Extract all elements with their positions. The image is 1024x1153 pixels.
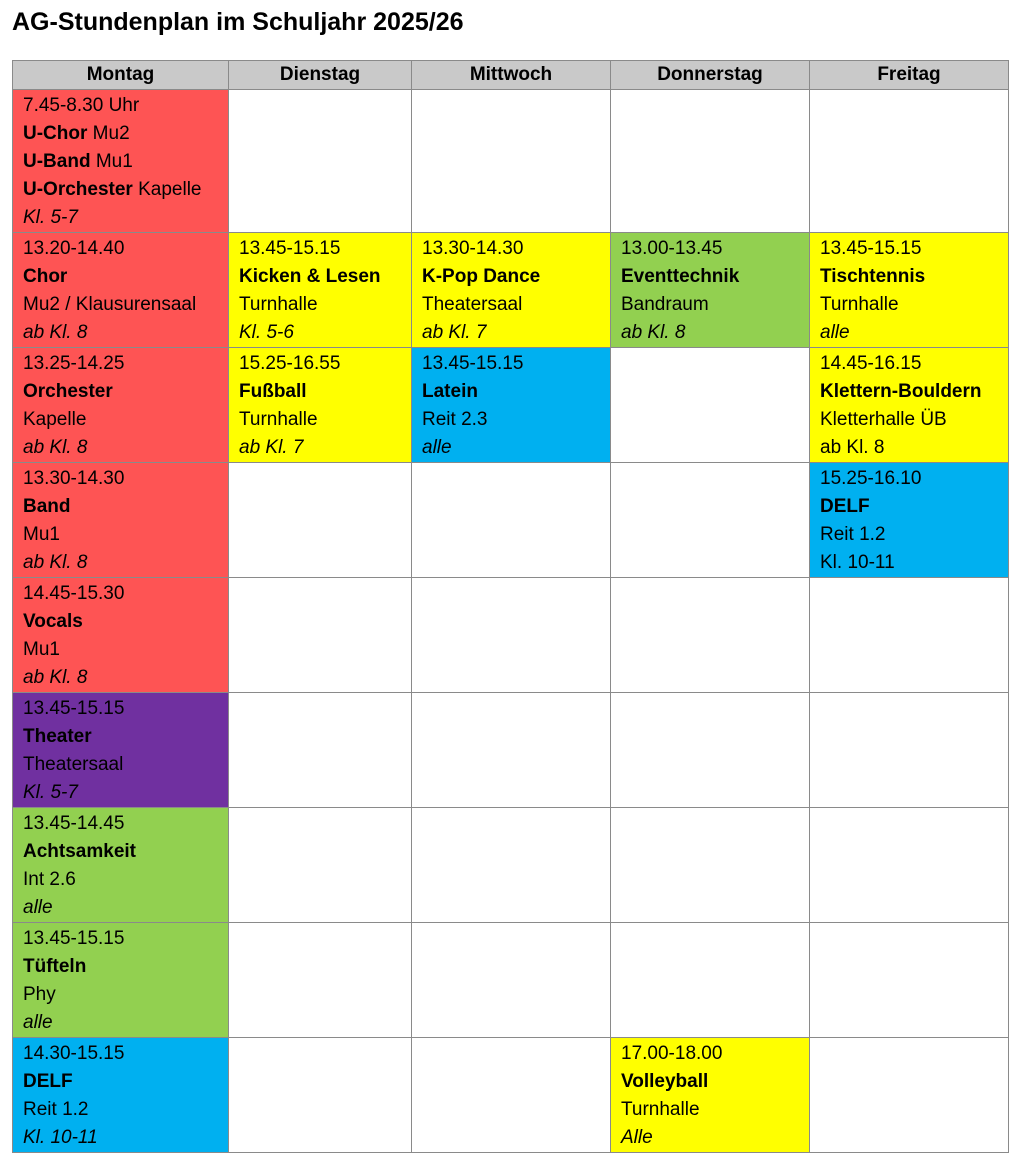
entry-line: [23, 695, 222, 723]
table-row: [13, 233, 1009, 348]
entry-text: 13.30-14.30: [422, 238, 524, 259]
entry-line: [23, 1124, 222, 1152]
grade-level: ab Kl. 7: [239, 437, 304, 458]
empty-slot: [412, 923, 611, 1038]
empty-slot: [412, 693, 611, 808]
entry-text: 14.45-15.30: [23, 583, 125, 604]
ag-entry-montag: [13, 233, 229, 348]
day-header-mittwoch: Mittwoch: [412, 61, 611, 90]
ag-entry-content: [13, 923, 228, 1037]
entry-text: 13.25-14.25: [23, 353, 125, 374]
entry-line: [820, 493, 1002, 521]
grade-level: alle: [23, 1012, 53, 1033]
entry-line: [23, 204, 222, 232]
entry-line: [23, 319, 222, 347]
entry-line: [23, 521, 222, 549]
entry-line: [621, 1068, 803, 1096]
entry-text: 13.00-13.45: [621, 238, 723, 259]
entry-line: [23, 291, 222, 319]
header-row: [13, 61, 1009, 90]
entry-line: [422, 434, 604, 462]
empty-slot: [611, 693, 810, 808]
ag-name: K-Pop Dance: [422, 266, 541, 287]
grade-level: ab Kl. 8: [23, 667, 88, 688]
empty-slot: [611, 348, 810, 463]
ag-name: Theater: [23, 726, 92, 747]
ag-entry-montag: [13, 1038, 229, 1153]
ag-entry-freitag: [810, 233, 1009, 348]
ag-name: Orchester: [23, 381, 113, 402]
grade-level: ab Kl. 8: [23, 437, 88, 458]
entry-line: [23, 608, 222, 636]
entry-line: [23, 1009, 222, 1037]
ag-name: Eventtechnik: [621, 266, 740, 287]
ag-entry-content: [611, 1038, 809, 1152]
entry-line: [23, 148, 222, 176]
entry-line: [23, 1068, 222, 1096]
entry-line: [621, 319, 803, 347]
entry-line: [621, 1096, 803, 1124]
ag-entry-montag: [13, 693, 229, 808]
entry-text: 13.45-15.15: [239, 238, 341, 259]
empty-slot: [229, 923, 412, 1038]
entry-line: [422, 406, 604, 434]
empty-slot: [611, 463, 810, 578]
entry-text: Reit 1.2: [23, 1099, 89, 1120]
ag-name: Fußball: [239, 381, 307, 402]
entry-text: Theatersaal: [23, 754, 124, 775]
ag-entry-content: [611, 233, 809, 347]
empty-slot: [611, 578, 810, 693]
entry-line: [23, 493, 222, 521]
entry-line: [23, 92, 222, 120]
entry-text: Mu1: [90, 151, 133, 172]
entry-line: [23, 350, 222, 378]
entry-text: 13.45-15.15: [820, 238, 922, 259]
ag-name: Band: [23, 496, 71, 517]
table-row: [13, 463, 1009, 578]
entry-line: [23, 751, 222, 779]
entry-line: [23, 1096, 222, 1124]
ag-entry-content: [13, 463, 228, 577]
grade-level: alle: [23, 897, 53, 918]
table-row: [13, 693, 1009, 808]
ag-entry-content: [229, 348, 411, 462]
timetable-body: [13, 90, 1009, 1153]
empty-slot: [412, 578, 611, 693]
entry-line: [422, 263, 604, 291]
entry-text: Kapelle: [23, 409, 87, 430]
grade-level: Kl. 5-7: [23, 207, 78, 228]
day-header-donnerstag: Donnerstag: [611, 61, 810, 90]
entry-line: [820, 465, 1002, 493]
table-row: [13, 90, 1009, 233]
day-header-montag: Montag: [13, 61, 229, 90]
entry-line: [820, 406, 1002, 434]
empty-slot: [611, 808, 810, 923]
entry-line: [23, 810, 222, 838]
empty-slot: [412, 1038, 611, 1153]
ag-entry-content: [810, 463, 1008, 577]
timetable: [12, 60, 1009, 1153]
ag-name: Tischtennis: [820, 266, 926, 287]
ag-entry-montag: [13, 923, 229, 1038]
entry-text: Mu2: [87, 123, 130, 144]
grade-level: alle: [820, 322, 850, 343]
grade-level: ab Kl. 7: [422, 322, 487, 343]
entry-line: [23, 1040, 222, 1068]
entry-line: [820, 521, 1002, 549]
empty-slot: [229, 90, 412, 233]
ag-entry-mittwoch: [412, 348, 611, 463]
entry-text: Mu1: [23, 524, 60, 545]
ag-name: Volleyball: [621, 1071, 709, 1092]
empty-slot: [810, 90, 1009, 233]
ag-entry-content: [810, 233, 1008, 347]
entry-line: [621, 235, 803, 263]
table-row: [13, 578, 1009, 693]
ag-entry-content: [13, 578, 228, 692]
entry-line: [820, 235, 1002, 263]
entry-text: 17.00-18.00: [621, 1043, 723, 1064]
grade-level: Kl. 10-11: [23, 1127, 98, 1148]
entry-text: Phy: [23, 984, 56, 1005]
ag-entry-content: [229, 233, 411, 347]
entry-line: [23, 838, 222, 866]
entry-line: [820, 378, 1002, 406]
ag-name: Klettern-Bouldern: [820, 381, 982, 402]
entry-text: 13.45-14.45: [23, 813, 125, 834]
ag-entry-freitag: [810, 348, 1009, 463]
entry-line: [23, 866, 222, 894]
entry-line: [820, 350, 1002, 378]
grade-level: alle: [422, 437, 452, 458]
empty-slot: [229, 463, 412, 578]
empty-slot: [611, 923, 810, 1038]
empty-slot: [229, 808, 412, 923]
entry-text: Kl. 10-11: [820, 552, 895, 573]
ag-name: U-Orchester: [23, 179, 133, 200]
entry-text: 14.30-15.15: [23, 1043, 125, 1064]
entry-text: Kapelle: [132, 179, 202, 200]
empty-slot: [412, 463, 611, 578]
entry-text: Turnhalle: [239, 409, 318, 430]
grade-level: ab Kl. 8: [23, 322, 88, 343]
entry-text: 13.20-14.40: [23, 238, 125, 259]
entry-text: 7.45-8.30 Uhr: [23, 95, 140, 116]
empty-slot: [412, 808, 611, 923]
entry-line: [23, 549, 222, 577]
entry-line: [23, 981, 222, 1009]
ag-entry-content: [13, 1038, 228, 1152]
entry-line: [422, 378, 604, 406]
entry-line: [239, 235, 405, 263]
empty-slot: [810, 923, 1009, 1038]
ag-entry-freitag: [810, 463, 1009, 578]
ag-entry-dienstag: [229, 233, 412, 348]
entry-text: Mu2 / Klausurensaal: [23, 294, 197, 315]
entry-text: 13.45-15.15: [23, 928, 125, 949]
entry-line: [23, 235, 222, 263]
empty-slot: [810, 578, 1009, 693]
empty-slot: [810, 1038, 1009, 1153]
ag-name: Kicken & Lesen: [239, 266, 381, 287]
table-row: [13, 348, 1009, 463]
entry-text: 14.45-16.15: [820, 353, 922, 374]
empty-slot: [229, 578, 412, 693]
ag-entry-content: [412, 233, 610, 347]
entry-text: ab Kl. 8: [820, 437, 885, 458]
entry-line: [23, 664, 222, 692]
entry-text: Kletterhalle ÜB: [820, 409, 947, 430]
entry-text: 13.45-15.15: [23, 698, 125, 719]
entry-line: [239, 406, 405, 434]
empty-slot: [412, 90, 611, 233]
ag-entry-donnerstag: [611, 1038, 810, 1153]
ag-entry-content: [13, 693, 228, 807]
ag-name: Latein: [422, 381, 478, 402]
entry-text: Turnhalle: [820, 294, 899, 315]
entry-line: [23, 406, 222, 434]
entry-line: [239, 378, 405, 406]
ag-entry-montag: [13, 808, 229, 923]
entry-line: [621, 291, 803, 319]
entry-line: [23, 176, 222, 204]
table-row: [13, 923, 1009, 1038]
day-header-freitag: Freitag: [810, 61, 1009, 90]
ag-entry-donnerstag: [611, 233, 810, 348]
page-title: AG-Stundenplan im Schuljahr 2025/26: [12, 8, 464, 36]
entry-line: [23, 925, 222, 953]
ag-entry-content: [13, 90, 228, 232]
entry-line: [239, 319, 405, 347]
ag-name: Chor: [23, 266, 68, 287]
grade-level: Kl. 5-6: [239, 322, 294, 343]
ag-entry-content: [13, 348, 228, 462]
ag-entry-content: [13, 233, 228, 347]
entry-text: Mu1: [23, 639, 60, 660]
entry-text: Turnhalle: [239, 294, 318, 315]
entry-line: [621, 1040, 803, 1068]
entry-line: [422, 291, 604, 319]
ag-entry-dienstag: [229, 348, 412, 463]
empty-slot: [229, 693, 412, 808]
entry-line: [820, 549, 1002, 577]
ag-name: DELF: [23, 1071, 73, 1092]
ag-entry-content: [13, 808, 228, 922]
entry-text: Reit 2.3: [422, 409, 488, 430]
grade-level: Alle: [621, 1127, 653, 1148]
ag-entry-montag: [13, 348, 229, 463]
ag-entry-mittwoch: [412, 233, 611, 348]
entry-line: [23, 378, 222, 406]
entry-line: [422, 235, 604, 263]
ag-name: DELF: [820, 496, 870, 517]
ag-name: Vocals: [23, 611, 83, 632]
ag-entry-content: [810, 348, 1008, 462]
ag-name: U-Band: [23, 151, 91, 172]
entry-text: Theatersaal: [422, 294, 523, 315]
entry-text: Bandraum: [621, 294, 709, 315]
table-row: [13, 1038, 1009, 1153]
entry-line: [422, 319, 604, 347]
entry-line: [23, 894, 222, 922]
entry-line: [239, 434, 405, 462]
entry-line: [239, 291, 405, 319]
ag-entry-montag: [13, 463, 229, 578]
empty-slot: [810, 808, 1009, 923]
entry-line: [621, 263, 803, 291]
entry-line: [23, 465, 222, 493]
entry-line: [23, 953, 222, 981]
grade-level: ab Kl. 8: [23, 552, 88, 573]
ag-name: Achtsamkeit: [23, 841, 136, 862]
empty-slot: [611, 90, 810, 233]
entry-line: [820, 263, 1002, 291]
day-header-dienstag: Dienstag: [229, 61, 412, 90]
entry-line: [23, 723, 222, 751]
entry-text: Turnhalle: [621, 1099, 700, 1120]
entry-line: [820, 291, 1002, 319]
entry-text: 15.25-16.55: [239, 353, 341, 374]
grade-level: Kl. 5-7: [23, 782, 78, 803]
entry-line: [422, 350, 604, 378]
entry-line: [23, 779, 222, 807]
grade-level: ab Kl. 8: [621, 322, 686, 343]
entry-line: [820, 434, 1002, 462]
entry-line: [23, 263, 222, 291]
empty-slot: [229, 1038, 412, 1153]
entry-line: [621, 1124, 803, 1152]
entry-text: Int 2.6: [23, 869, 76, 890]
entry-line: [23, 636, 222, 664]
entry-text: 13.30-14.30: [23, 468, 125, 489]
ag-entry-content: [412, 348, 610, 462]
empty-slot: [810, 693, 1009, 808]
entry-line: [23, 580, 222, 608]
ag-entry-montag: [13, 578, 229, 693]
ag-name: U-Chor: [23, 123, 88, 144]
entry-text: Reit 1.2: [820, 524, 886, 545]
entry-line: [239, 350, 405, 378]
entry-text: 15.25-16.10: [820, 468, 922, 489]
ag-entry-montag: [13, 90, 229, 233]
entry-line: [23, 120, 222, 148]
entry-line: [23, 434, 222, 462]
table-row: [13, 808, 1009, 923]
entry-text: 13.45-15.15: [422, 353, 524, 374]
ag-name: Tüfteln: [23, 956, 87, 977]
entry-line: [820, 319, 1002, 347]
entry-line: [239, 263, 405, 291]
